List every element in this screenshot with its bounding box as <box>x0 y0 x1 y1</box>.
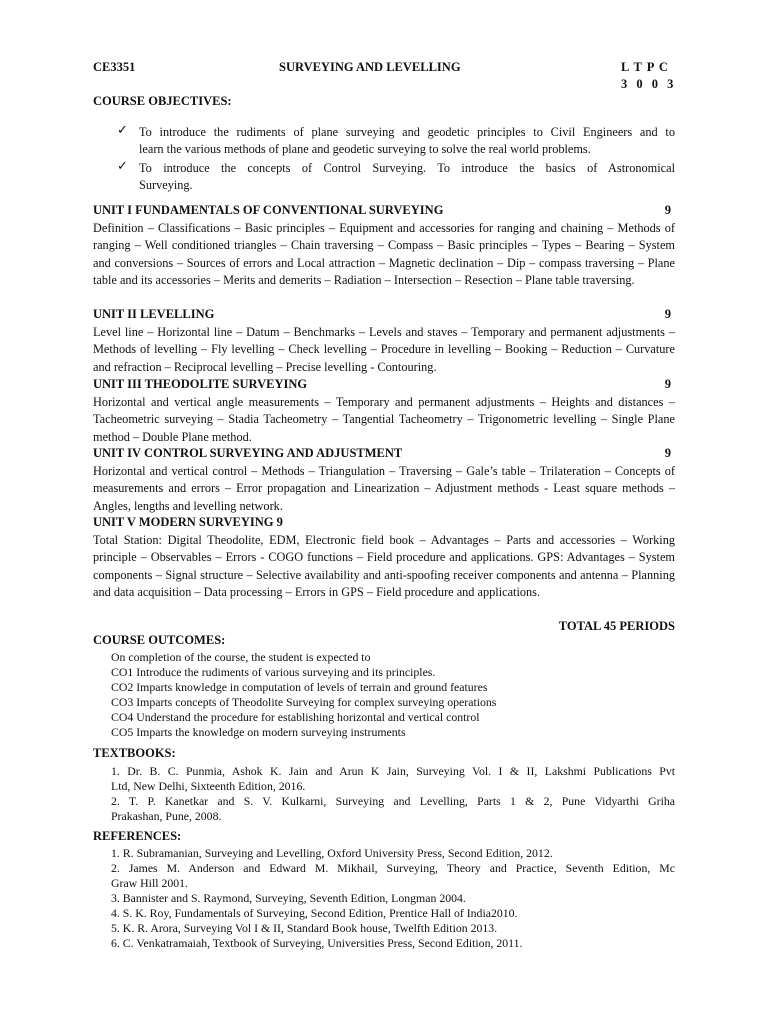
outcome-item: CO2 Imparts knowledge in computation of levels of terrain and ground features <box>111 680 488 694</box>
textbook-item-2-line-1: 2. T. P. Kanetkar and S. V. Kulkarni, Surveying and Levelling, Parts 1 & 2, Pune Vidyarthi Griha <box>111 794 675 808</box>
course-code: CE3351 <box>93 60 136 74</box>
reference-item: 4. S. K. Roy, Fundamentals of Surveying, Second Edition, Prentice Hall of India2010. <box>111 906 518 920</box>
ltpc-values: 3 0 0 3 <box>621 77 677 91</box>
textbook-item-2-line-2: Prakashan, Pune, 2008. <box>111 809 222 823</box>
outcome-item: CO1 Introduce the rudiments of various surveying and its principles. <box>111 665 436 679</box>
unit-3-body: Horizontal and vertical angle measurements – Temporary and permanent adjustments – Heights and distances – Tacheometric surveying – Stadia Tacheometry – Tangential Tacheometry – Trigonometric levelling – Single Plane method – Double Plane method. <box>93 395 675 444</box>
objective-item-2-line-1: To introduce the concepts of Control Surveying. To introduce the basics of Astronomical <box>139 161 675 175</box>
unit-hours: 9 <box>664 307 671 321</box>
textbook-item-1-line-2: Ltd, New Delhi, Sixteenth Edition, 2016. <box>111 779 306 793</box>
objective-item-1-line-1: To introduce the rudiments of plane surveying and geodetic principles to Civil Engineers and to <box>139 125 675 139</box>
unit-5-body: Total Station: Digital Theodolite, EDM, Electronic field book – Advantages – Parts and accessories – Working principle – Observables – Errors - COGO functions – Field procedure and applications. GPS: Advantages – System components – Signal structure – Selective availability and anti-spoofing receiver components and antenna – Planning and data acquisition – Data processing – Errors in GPS – Field procedure and applications. <box>93 533 675 600</box>
unit-4-heading <box>93 446 671 461</box>
unit-1-body: Definition – Classifications – Basic principles – Equipment and accessories for ranging and chaining – Methods of ranging – Well conditioned triangles – Chain traversing – Compass – Basic principles – Types – Bearing – System and conversions – Sources of errors and Local attraction – Magnetic declination – Dip – compass traversing – Plane table and its accessories – Merits and demerits – Radiation – Intersection – Resection – Plane table traversing. <box>93 221 675 288</box>
unit-3-heading <box>93 377 671 392</box>
outcomes-heading: COURSE OUTCOMES: <box>93 633 226 647</box>
reference-item: 1. R. Subramanian, Surveying and Levelling, Oxford University Press, Second Edition, 2012. <box>111 846 553 860</box>
outcome-item: CO3 Imparts concepts of Theodolite Surveying for complex surveying operations <box>111 695 497 709</box>
reference-item: Graw Hill 2001. <box>111 876 188 890</box>
unit-4-body: Horizontal and vertical control – Methods – Triangulation – Traversing – Gale’s table – Trilateration – Concepts of measurements and errors – Error propagation and Linearization – Adjustment methods - Least square methods – Angles, lengths and levelling network. <box>93 464 675 513</box>
unit-title: UNIT III THEODOLITE SURVEYING <box>93 377 308 391</box>
objective-item-2-line-2: Surveying. <box>139 178 193 192</box>
objective-item-1-line-2: learn the various methods of plane and geodetic surveying to solve the real world problems. <box>139 142 591 156</box>
unit-5-heading <box>93 515 671 530</box>
unit-2-heading <box>93 307 671 322</box>
unit-title: UNIT V MODERN SURVEYING 9 <box>93 515 283 529</box>
outcome-item: CO5 Imparts the knowledge on modern surveying instruments <box>111 725 406 739</box>
unit-hours: 9 <box>664 377 671 391</box>
objectives-heading: COURSE OBJECTIVES: <box>93 94 232 108</box>
course-title: SURVEYING AND LEVELLING <box>279 60 461 74</box>
unit-title: UNIT IV CONTROL SURVEYING AND ADJUSTMENT <box>93 446 403 460</box>
unit-1-heading <box>93 203 671 218</box>
reference-item: 5. K. R. Arora, Surveying Vol I & II, Standard Book house, Twelfth Edition 2013. <box>111 921 498 935</box>
unit-2-body: Level line – Horizontal line – Datum – Benchmarks – Levels and staves – Temporary and permanent adjustments – Methods of levelling – Fly levelling – Check levelling – Procedure in levelling – Booking – Reduction – Curvature and refraction – Reciprocal levelling – Precise levelling - Contouring. <box>93 325 675 374</box>
unit-hours: 9 <box>664 203 671 217</box>
outcomes-intro: On completion of the course, the student is expected to <box>111 650 371 664</box>
checkmark-icon: ✓ <box>117 122 128 137</box>
unit-title: UNIT I FUNDAMENTALS OF CONVENTIONAL SURVEYING <box>93 203 444 217</box>
unit-hours: 9 <box>664 446 671 460</box>
checkmark-icon: ✓ <box>117 158 128 173</box>
textbook-item-1-line-1: 1. Dr. B. C. Punmia, Ashok K. Jain and Arun K Jain, Surveying Vol. I & II, Lakshmi Publications Pvt <box>111 764 675 778</box>
outcome-item: CO4 Understand the procedure for establishing horizontal and vertical control <box>111 710 480 724</box>
reference-item: 2. James M. Anderson and Edward M. Mikhail, Surveying, Theory and Practice, Seventh Edition, Mc <box>111 861 675 875</box>
reference-item: 6. C. Venkatramaiah, Textbook of Surveying, Universities Press, Second Edition, 2011. <box>111 936 523 950</box>
unit-title: UNIT II LEVELLING <box>93 307 215 321</box>
references-heading: REFERENCES: <box>93 829 182 843</box>
ltpc-label: L T P C <box>621 60 669 74</box>
reference-item: 3. Bannister and S. Raymond, Surveying, Seventh Edition, Longman 2004. <box>111 891 466 905</box>
total-periods: TOTAL 45 PERIODS <box>558 619 675 633</box>
textbooks-heading: TEXTBOOKS: <box>93 746 176 760</box>
